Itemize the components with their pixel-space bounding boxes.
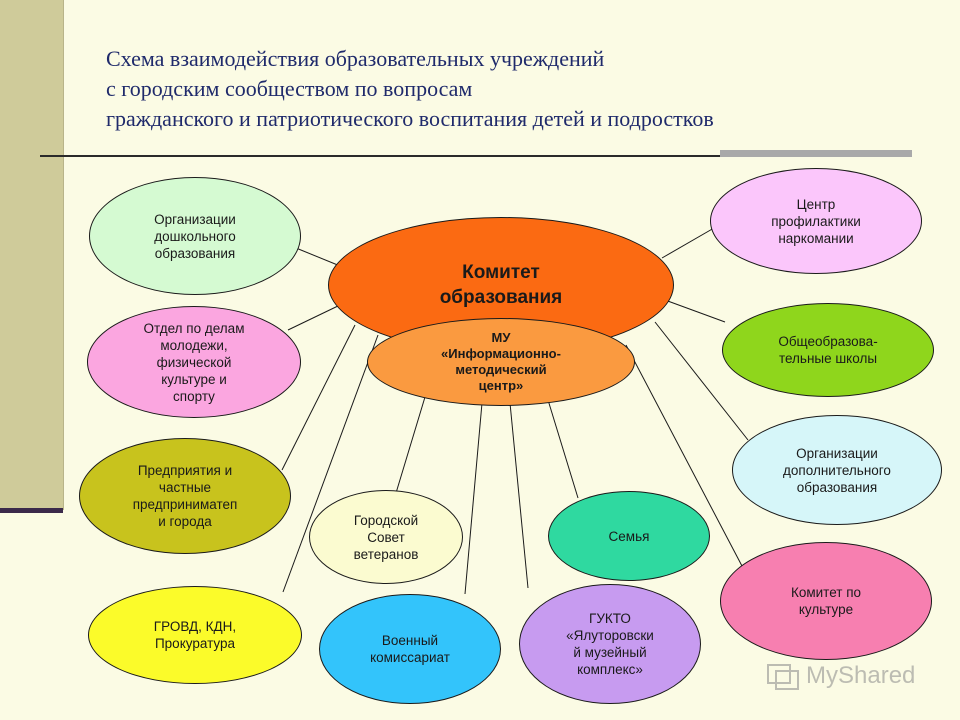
watermark-logo xyxy=(766,656,926,696)
node-business xyxy=(79,438,291,554)
node-police-label: ГРОВД, КДН, Прокуратура xyxy=(153,619,237,651)
node-youth-label: Отдел по делам молодежи, физической культуре и спорту xyxy=(143,320,245,404)
node-extra-edu-label: Организации дополнительного образования xyxy=(783,445,891,495)
node-family-label: Семья xyxy=(608,528,650,544)
node-museum-label: ГУКТО «Ялуторовски й музейный комплекс» xyxy=(566,611,654,677)
node-museum xyxy=(519,584,701,704)
node-drug-center xyxy=(710,168,922,274)
title-line-3: гражданского и патриотического воспитания детей и подростков xyxy=(106,106,714,131)
node-veterans xyxy=(309,490,463,584)
node-culture-label: Комитет по культуре xyxy=(790,585,862,617)
node-committee-label: Комитет образования xyxy=(439,262,563,308)
node-mu-center xyxy=(367,318,635,406)
node-mu-center-label: МУ «Информационно- методический центр» xyxy=(441,330,561,393)
link-drug-center xyxy=(662,228,714,258)
node-military xyxy=(319,594,501,704)
node-business-label: Предприятия и частные предприниматеп и города xyxy=(132,463,238,529)
link-museum xyxy=(510,403,528,588)
node-culture xyxy=(720,542,932,660)
node-schools xyxy=(722,303,934,397)
node-extra-edu xyxy=(732,415,942,525)
title-line-1: Схема взаимодействия образовательных учреждений xyxy=(106,46,605,71)
title-line-2: с городским сообществом по вопросам xyxy=(106,76,473,101)
node-schools-label: Общеобразова- тельные школы xyxy=(778,334,878,366)
link-family xyxy=(548,400,578,498)
link-military xyxy=(465,403,482,594)
link-schools xyxy=(665,300,725,322)
node-veterans-label: Городской Совет ветеранов xyxy=(353,512,419,562)
node-military-label: Военный комиссариат xyxy=(370,633,450,665)
node-preschool xyxy=(89,177,301,295)
link-veterans xyxy=(396,397,425,493)
node-drug-center-label: Центр профилактики наркомании xyxy=(771,196,861,246)
node-police xyxy=(88,586,302,684)
node-youth xyxy=(87,306,301,418)
node-family xyxy=(548,491,710,581)
watermark-icon xyxy=(766,661,800,691)
link-youth xyxy=(288,305,340,330)
watermark-text: MyShared xyxy=(806,662,916,689)
node-preschool-label: Организации дошкольного образования xyxy=(154,211,236,261)
